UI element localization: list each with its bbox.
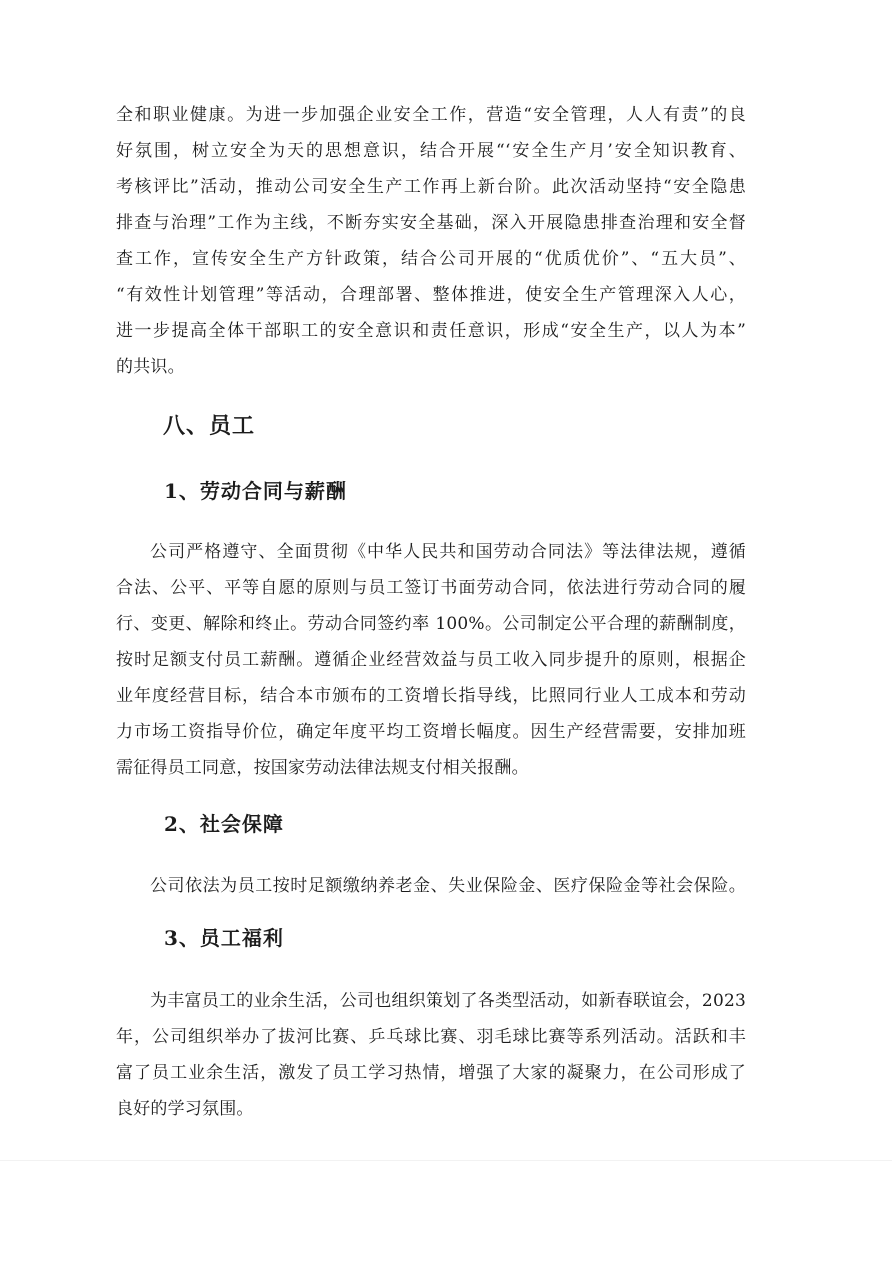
intro-line-2: 好氛围，树立安全为天的思想意识，结合开展“‘安全生产月’安全知识教育、 <box>116 141 746 161</box>
intro-line-5: 查工作，宣传安全生产方针政策，结合公司开展的“优质优价”、“五大员”、 <box>116 249 746 269</box>
labor-line-1: 公司严格遵守、全面贯彻《中华人民共和国劳动合同法》等法律法规，遵循 <box>150 542 746 562</box>
welfare-line-3: 富了员工业余生活，激发了员工学习热情，增强了大家的凝聚力，在公司形成了 <box>116 1063 746 1083</box>
labor-line-5: 业年度经营目标，结合本市颁布的工资增长指导线，比照同行业人工成本和劳动 <box>116 686 746 706</box>
welfare-line-2: 年，公司组织举办了拔河比赛、乒乓球比赛、羽毛球比赛等系列活动。活跃和丰 <box>116 1027 746 1047</box>
intro-line-7: 进一步提高全体干部职工的安全意识和责任意识，形成“安全生产，以人为本” <box>116 321 746 341</box>
labor-heading: 1、劳动合同与薪酬 <box>164 479 347 503</box>
social-heading: 2、社会保障 <box>164 812 284 836</box>
social-line-1: 公司依法为员工按时足额缴纳养老金、失业保险金、医疗保险金等社会保险。 <box>150 876 746 896</box>
labor-line-6: 力市场工资指导价位，确定年度平均工资增长幅度。因生产经营需要，安排加班 <box>116 722 746 742</box>
welfare-heading: 3、员工福利 <box>164 926 284 950</box>
labor-line-3: 行、变更、解除和终止。劳动合同签约率 100%。公司制定公平合理的薪酬制度， <box>116 614 746 634</box>
labor-line-4: 按时足额支付员工薪酬。遵循企业经营效益与员工收入同步提升的原则，根据企 <box>116 650 746 670</box>
labor-line-7: 需征得员工同意，按国家劳动法律法规支付相关报酬。 <box>116 758 529 778</box>
welfare-line-1: 为丰富员工的业余生活，公司也组织策划了各类型活动，如新春联谊会，2023 <box>150 991 746 1011</box>
welfare-line-4: 良好的学习氛围。 <box>116 1099 254 1119</box>
section-title: 八、员工 <box>163 413 256 439</box>
intro-line-8: 的共识。 <box>116 357 185 377</box>
intro-line-3: 考核评比”活动，推动公司安全生产工作再上新台阶。此次活动坚持“安全隐患 <box>116 177 746 197</box>
scan-divider <box>0 1160 892 1161</box>
intro-line-1: 全和职业健康。为进一步加强企业安全工作，营造“安全管理，人人有责”的良 <box>116 105 746 125</box>
intro-line-6: “有效性计划管理”等活动，合理部署、整体推进，使安全生产管理深入人心， <box>116 285 746 305</box>
labor-line-2: 合法、公平、平等自愿的原则与员工签订书面劳动合同，依法进行劳动合同的履 <box>116 578 746 598</box>
intro-line-4: 排查与治理”工作为主线，不断夯实安全基础，深入开展隐患排查治理和安全督 <box>116 213 746 233</box>
